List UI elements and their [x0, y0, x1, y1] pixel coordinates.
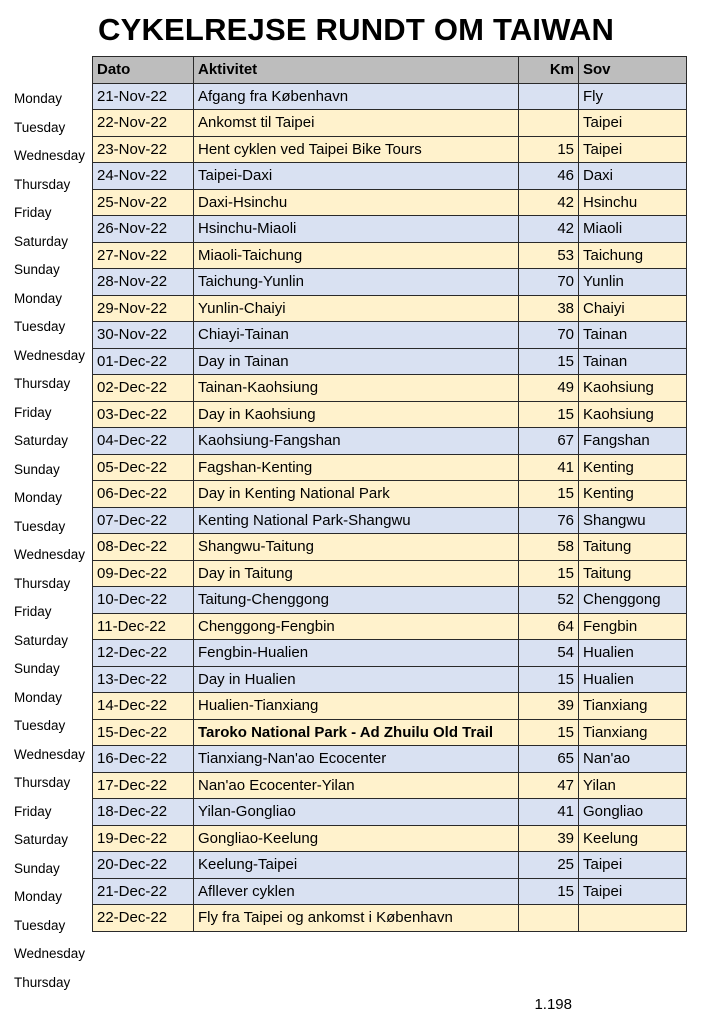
weekday-label: Sunday	[14, 661, 60, 676]
column-header-sleep: Sov	[579, 57, 687, 84]
table-row	[93, 481, 687, 508]
cell-date: 03-Dec-22	[93, 401, 194, 428]
document-title: CYKELREJSE RUNDT OM TAIWAN	[98, 12, 615, 47]
cell-km: 67	[519, 428, 579, 455]
cell-sleep: Taipei	[579, 136, 687, 163]
cell-sleep: Kenting	[579, 481, 687, 508]
weekday-label: Saturday	[14, 433, 69, 448]
cell-sleep	[579, 905, 687, 932]
cell-date: 21-Nov-22	[93, 83, 194, 110]
cell-km: 53	[519, 242, 579, 269]
table-row	[93, 428, 687, 455]
cell-activity: Keelung-Taipei	[194, 852, 519, 879]
schedule-table	[92, 56, 687, 932]
table-row	[93, 507, 687, 534]
cell-km: 15	[519, 560, 579, 587]
cell-sleep: Gongliao	[579, 799, 687, 826]
table-row	[93, 348, 687, 375]
table-row	[93, 560, 687, 587]
cell-date: 28-Nov-22	[93, 269, 194, 296]
cell-km: 65	[519, 746, 579, 773]
table-row	[93, 189, 687, 216]
cell-km: 70	[519, 322, 579, 349]
cell-activity: Yunlin-Chaiyi	[194, 295, 519, 322]
column-header-km: Km	[519, 57, 579, 84]
table-row	[93, 666, 687, 693]
cell-km: 15	[519, 719, 579, 746]
cell-activity: Day in Hualien	[194, 666, 519, 693]
cell-activity: Shangwu-Taitung	[194, 534, 519, 561]
weekday-label: Tuesday	[14, 518, 66, 534]
cell-km: 76	[519, 507, 579, 534]
cell-km: 38	[519, 295, 579, 322]
cell-activity: Taitung-Chenggong	[194, 587, 519, 614]
cell-activity: Day in Tainan	[194, 348, 519, 375]
cell-sleep: Tianxiang	[579, 693, 687, 720]
weekday-label: Monday	[14, 889, 63, 904]
table-row	[93, 640, 687, 667]
table-row	[93, 878, 687, 905]
cell-date: 17-Dec-22	[93, 772, 194, 799]
cell-date: 18-Dec-22	[93, 799, 194, 826]
table-row	[93, 852, 687, 879]
cell-date: 12-Dec-22	[93, 640, 194, 667]
cell-km: 15	[519, 136, 579, 163]
cell-activity: Fengbin-Hualien	[194, 640, 519, 667]
cell-sleep: Kaohsiung	[579, 375, 687, 402]
cell-date: 08-Dec-22	[93, 534, 194, 561]
cell-sleep: Yilan	[579, 772, 687, 799]
cell-km: 15	[519, 666, 579, 693]
cell-km: 15	[519, 401, 579, 428]
cell-km: 42	[519, 216, 579, 243]
table-row	[93, 746, 687, 773]
cell-km	[519, 83, 579, 110]
cell-km: 52	[519, 587, 579, 614]
cell-sleep: Taitung	[579, 560, 687, 587]
table-row	[93, 772, 687, 799]
cell-date: 15-Dec-22	[93, 719, 194, 746]
cell-activity: Miaoli-Taichung	[194, 242, 519, 269]
cell-date: 02-Dec-22	[93, 375, 194, 402]
cell-activity: Day in Taitung	[194, 560, 519, 587]
weekday-label: Saturday	[14, 632, 69, 648]
cell-sleep: Kaohsiung	[579, 401, 687, 428]
weekday-label: Thursday	[14, 176, 71, 192]
cell-activity: Day in Kenting National Park	[194, 481, 519, 508]
cell-sleep: Fly	[579, 83, 687, 110]
cell-date: 26-Nov-22	[93, 216, 194, 243]
cell-km: 39	[519, 693, 579, 720]
cell-activity: Hualien-Tianxiang	[194, 693, 519, 720]
cell-date: 09-Dec-22	[93, 560, 194, 587]
cell-km: 15	[519, 481, 579, 508]
weekday-label: Monday	[14, 91, 63, 106]
table-row	[93, 401, 687, 428]
cell-date: 11-Dec-22	[93, 613, 194, 640]
cell-km: 15	[519, 878, 579, 905]
cell-date: 20-Dec-22	[93, 852, 194, 879]
table-row	[93, 454, 687, 481]
cell-sleep: Taitung	[579, 534, 687, 561]
weekday-label: Tuesday	[14, 917, 66, 933]
cell-sleep: Tainan	[579, 322, 687, 349]
cell-date: 10-Dec-22	[93, 587, 194, 614]
cell-km: 47	[519, 772, 579, 799]
cell-sleep: Miaoli	[579, 216, 687, 243]
weekday-label: Sunday	[14, 860, 60, 876]
cell-activity: Tainan-Kaohsiung	[194, 375, 519, 402]
column-header-date: Dato	[93, 57, 194, 84]
cell-km: 41	[519, 454, 579, 481]
cell-sleep: Hualien	[579, 640, 687, 667]
cell-activity: Taichung-Yunlin	[194, 269, 519, 296]
weekday-label: Wednesday	[14, 347, 86, 363]
cell-sleep: Shangwu	[579, 507, 687, 534]
cell-km: 25	[519, 852, 579, 879]
cell-date: 13-Dec-22	[93, 666, 194, 693]
weekday-label: Friday	[14, 803, 52, 819]
table-row	[93, 242, 687, 269]
cell-km: 54	[519, 640, 579, 667]
cell-activity: Fly fra Taipei og ankomst i København	[194, 905, 519, 932]
cell-activity: Tianxiang-Nan'ao Ecocenter	[194, 746, 519, 773]
cell-sleep: Taichung	[579, 242, 687, 269]
weekday-label: Saturday	[14, 832, 69, 847]
weekday-label: Wednesday	[14, 148, 86, 163]
cell-activity: Afgang fra København	[194, 83, 519, 110]
weekday-label: Wednesday	[14, 746, 86, 762]
cell-sleep: Tainan	[579, 348, 687, 375]
cell-sleep: Tianxiang	[579, 719, 687, 746]
weekday-label: Monday	[14, 290, 63, 306]
weekday-label: Friday	[14, 604, 52, 619]
cell-activity: Ankomst til Taipei	[194, 110, 519, 137]
cell-date: 29-Nov-22	[93, 295, 194, 322]
table-row	[93, 825, 687, 852]
cell-activity: Kaohsiung-Fangshan	[194, 428, 519, 455]
cell-activity: Fagshan-Kenting	[194, 454, 519, 481]
cell-date: 07-Dec-22	[93, 507, 194, 534]
cell-sleep: Taipei	[579, 110, 687, 137]
header-row	[93, 57, 687, 84]
cell-km: 70	[519, 269, 579, 296]
column-header-activity: Aktivitet	[194, 57, 519, 84]
cell-sleep: Chenggong	[579, 587, 687, 614]
table-row	[93, 693, 687, 720]
cell-km: 64	[519, 613, 579, 640]
weekday-label: Tuesday	[14, 119, 66, 135]
cell-sleep: Keelung	[579, 825, 687, 852]
cell-activity: Chiayi-Tainan	[194, 322, 519, 349]
weekday-label: Thursday	[14, 376, 71, 391]
cell-date: 06-Dec-22	[93, 481, 194, 508]
cell-sleep: Hsinchu	[579, 189, 687, 216]
cell-sleep: Fengbin	[579, 613, 687, 640]
cell-sleep: Hualien	[579, 666, 687, 693]
weekday-label: Monday	[14, 490, 63, 505]
weekday-label: Sunday	[14, 262, 60, 277]
table-row	[93, 163, 687, 190]
table-row	[93, 799, 687, 826]
cell-date: 25-Nov-22	[93, 189, 194, 216]
table-row	[93, 83, 687, 110]
cell-km	[519, 905, 579, 932]
cell-sleep: Chaiyi	[579, 295, 687, 322]
cell-date: 22-Nov-22	[93, 110, 194, 137]
cell-activity: Day in Kaohsiung	[194, 401, 519, 428]
weekday-label: Sunday	[14, 461, 60, 477]
cell-date: 21-Dec-22	[93, 878, 194, 905]
cell-date: 27-Nov-22	[93, 242, 194, 269]
table-row	[93, 375, 687, 402]
cell-activity: Daxi-Hsinchu	[194, 189, 519, 216]
cell-date: 05-Dec-22	[93, 454, 194, 481]
cell-activity: Afllever cyklen	[194, 878, 519, 905]
cell-km: 58	[519, 534, 579, 561]
cell-date: 24-Nov-22	[93, 163, 194, 190]
cell-date: 30-Nov-22	[93, 322, 194, 349]
table-row	[93, 110, 687, 137]
weekday-label: Thursday	[14, 575, 71, 591]
cell-km: 49	[519, 375, 579, 402]
cell-km	[519, 110, 579, 137]
cell-activity: Hent cyklen ved Taipei Bike Tours	[194, 136, 519, 163]
weekday-label: Tuesday	[14, 718, 66, 733]
weekday-label: Friday	[14, 205, 52, 220]
cell-activity: Yilan-Gongliao	[194, 799, 519, 826]
table-row	[93, 613, 687, 640]
cell-date: 14-Dec-22	[93, 693, 194, 720]
cell-date: 23-Nov-22	[93, 136, 194, 163]
total-km: 1.198	[534, 996, 572, 1013]
cell-sleep: Taipei	[579, 852, 687, 879]
weekday-label: Friday	[14, 404, 52, 420]
cell-sleep: Nan'ao	[579, 746, 687, 773]
weekday-label: Wednesday	[14, 946, 86, 961]
cell-sleep: Daxi	[579, 163, 687, 190]
table-row	[93, 295, 687, 322]
cell-activity: Hsinchu-Miaoli	[194, 216, 519, 243]
table-row	[93, 905, 687, 932]
table-row	[93, 216, 687, 243]
weekday-label: Monday	[14, 689, 63, 705]
cell-km: 46	[519, 163, 579, 190]
weekday-label: Wednesday	[14, 547, 86, 562]
table-row	[93, 587, 687, 614]
table-row	[93, 322, 687, 349]
cell-date: 19-Dec-22	[93, 825, 194, 852]
cell-km: 41	[519, 799, 579, 826]
cell-activity: Gongliao-Keelung	[194, 825, 519, 852]
cell-sleep: Yunlin	[579, 269, 687, 296]
cell-activity: Chenggong-Fengbin	[194, 613, 519, 640]
cell-km: 15	[519, 348, 579, 375]
weekday-label: Saturday	[14, 233, 69, 249]
cell-km: 39	[519, 825, 579, 852]
table-row	[93, 269, 687, 296]
cell-activity: Taroko National Park - Ad Zhuilu Old Trail	[194, 719, 519, 746]
weekday-column	[14, 85, 92, 997]
cell-sleep: Taipei	[579, 878, 687, 905]
weekday-label: Thursday	[14, 775, 71, 790]
cell-activity: Taipei-Daxi	[194, 163, 519, 190]
cell-date: 04-Dec-22	[93, 428, 194, 455]
cell-sleep: Kenting	[579, 454, 687, 481]
table-row	[93, 136, 687, 163]
cell-activity: Kenting National Park-Shangwu	[194, 507, 519, 534]
weekday-label: Tuesday	[14, 319, 66, 334]
cell-date: 16-Dec-22	[93, 746, 194, 773]
cell-date: 22-Dec-22	[93, 905, 194, 932]
cell-sleep: Fangshan	[579, 428, 687, 455]
cell-km: 42	[519, 189, 579, 216]
cell-activity: Nan'ao Ecocenter-Yilan	[194, 772, 519, 799]
cell-date: 01-Dec-22	[93, 348, 194, 375]
weekday-label: Thursday	[14, 974, 71, 990]
table-row	[93, 534, 687, 561]
table-row	[93, 719, 687, 746]
